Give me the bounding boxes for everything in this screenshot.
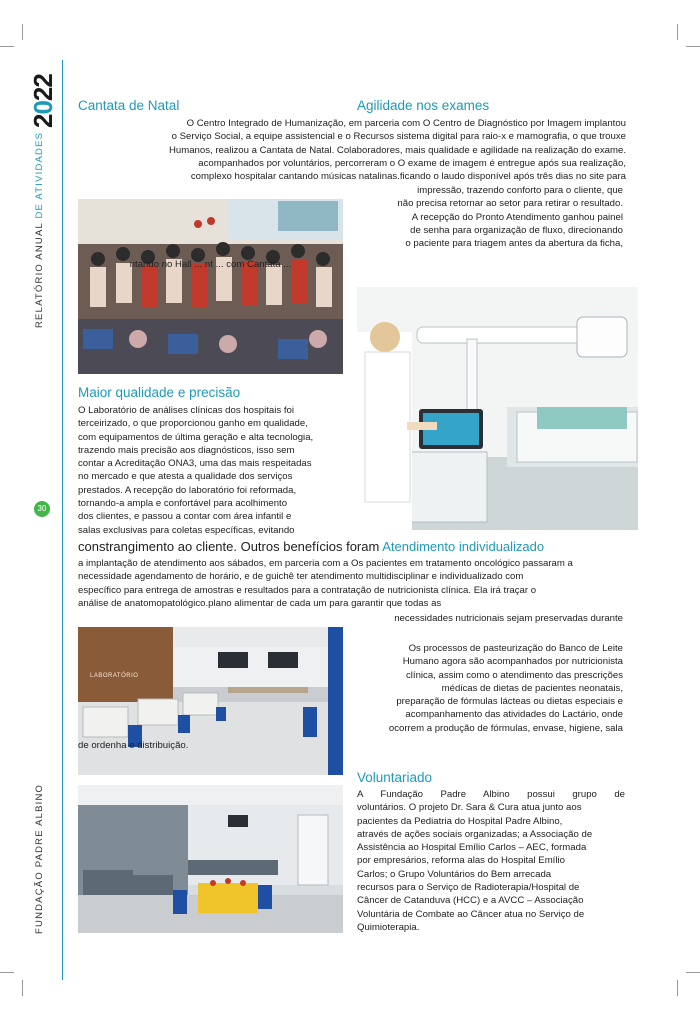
qualidade-title: Maior qualidade e precisão (78, 385, 241, 400)
crop-mark (677, 980, 678, 996)
lactario-paragraph: Os processos de pasteurização do Banco de Leite Humano agora são acompanhados por nutricionista clínica, assim como o atendimento das prescrições médicas de dietas de pacientes neonatais, preparação de fórmulas lácteas ou dietas especiais e acompanhamento das atividades do Lactário, onde ocorrem a produção de fórmulas, envase, higiene, sala (388, 643, 623, 734)
lab-sign: LABORATÓRIO (90, 673, 139, 679)
lab-reception-photo (78, 627, 343, 775)
qualidade-paragraph: O Laboratório de análises clínicas dos hospitais foi terceirizado, o que proporcionou ganho em qualidade, com equipamentos de última geração e alta tecnologia, trazendo mais precisão aos diagnósticos, isso sem contar a Acreditação ONA3, uma das mais respeitadas no mercado e que atesta a qualidade dos serviços prestados. A recepção do laboratório foi reformada, tornando-a ampla e confortável para acolhimento dos clientes, e passou a contar com área infantil e salas exclusivas para coletas específicas, evitando (78, 405, 314, 536)
voluntariado-title: Voluntariado (357, 770, 433, 785)
atendimento-heading-line (78, 539, 544, 554)
page-number-badge: 30 (34, 501, 50, 517)
crop-mark (686, 46, 700, 47)
sidebar (0, 0, 66, 1020)
sidebar-rule (62, 60, 63, 980)
agilidade-paragraph: impressão, trazendo conforto para o cliente, que não precisa retornar ao setor para retirar o resultado. A recepção do Pronto Atendimento ganhou painel de senha para organização de fluxo, direcionando o paciente para triagem antes da abertura da ficha, (397, 185, 623, 250)
crop-mark (686, 972, 700, 973)
continuation-text: constrangimento ao cliente. Outros benefícios foram (78, 539, 380, 554)
photo-overlay-text: ntando no Hall ... nt ... com Cantata ... (129, 259, 292, 270)
lactario-overflow: de ordenha e distribuição. (78, 740, 189, 751)
cantata-photo (78, 199, 343, 374)
xray-photo (357, 287, 638, 530)
atendimento-paragraph: a implantação de atendimento aos sábados, em parceria com a Os pacientes em tratamento oncológico passaram a necessidade agendamento de horário, e de guichê ter atendimento multidisciplinar e individualizado com específico para entrega de amostras e resultados para a contratação de nutricionista clínica. Ela irá traçar o análise de anatomopatológico.plano alimentar de cada um para garantir que todas as (78, 558, 573, 609)
year-mark: 2022 (28, 74, 58, 128)
report-title: RELATÓRIO ANUAL DE ATIVIDADES (34, 131, 45, 328)
atendimento-line-right: necessidades nutricionais sejam preservadas durante (394, 613, 623, 624)
waiting-room-photo (78, 785, 343, 933)
atendimento-title: Atendimento individualizado (382, 539, 545, 554)
cantata-title: Cantata de Natal (78, 98, 180, 113)
foundation-name: FUNDAÇÃO PADRE ALBINO (34, 783, 45, 934)
crop-mark (677, 24, 678, 40)
voluntariado-paragraph: A Fundação Padre Albino possui grupo de voluntários. O projeto Dr. Sara & Cura atua junto aos pacientes da Pediatria do Hospital Padre Albino, através de ações sociais organizadas; a Associação de Assistência ao Hospital Emílio Carlos – AEC, formada por empresários, reforma alas do Hospital Emílio Carlos; o Grupo Voluntários do Bem arrecada recursos para o Serviço de Radioterapia/Hospital de Câncer de Catanduva (HCC) e a AVCC – Associação Voluntária de Combate ao Câncer atua no Serviço de Quimioterapia. (357, 789, 625, 933)
agilidade-title: Agilidade nos exames (357, 98, 490, 113)
cantata-paragraph: O Centro Integrado de Humanização, em parceria com O Centro de Diagnóstico por Imagem implantou o Serviço Social, a equipe assistencial e o Recursos sistema digital para raio-x e mamografia, o que trouxe Humanos, realizou a Cantata de Natal. Colaboradores, mais qualidade e agilidade na realização do exame. acompanhados por voluntários, percorreram o O exame de imagem é entregue após sua realização, complexo hospitalar cantando músicas natalinas.ficando o laudo disponível após três dias no site para (168, 118, 626, 183)
